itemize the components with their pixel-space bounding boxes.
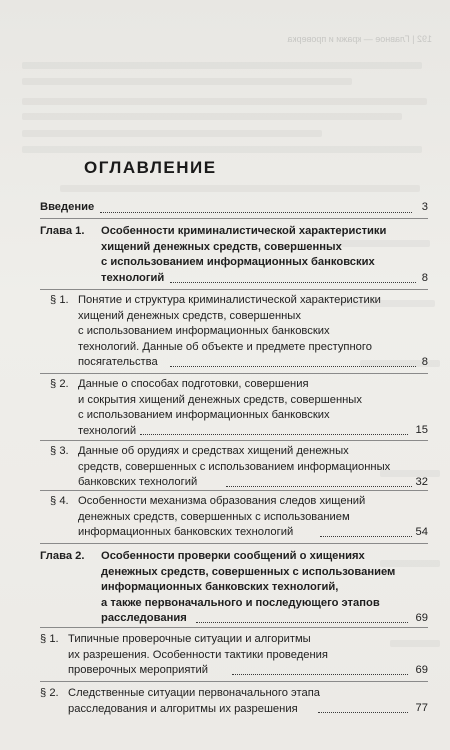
title-line: проверочных мероприятий [68, 664, 209, 676]
separator [40, 289, 428, 290]
title-line: а также первоначального и последующего этапов [101, 596, 380, 609]
page-number: 15 [415, 424, 428, 436]
title-line: с использованием информационных банковских [101, 256, 375, 268]
section-label: § 1. [50, 294, 69, 306]
section-label: § 2. [50, 378, 69, 390]
section-title [68, 632, 428, 679]
title-line: денежных средств, совершенных с использованием [78, 510, 350, 523]
toc-entry-ch1-sec2[interactable] [0, 376, 450, 440]
page-number: 69 [415, 664, 428, 676]
separator [40, 440, 428, 441]
title-line: технологий [101, 271, 165, 284]
title-line: хищений денежных средств, совершенных [78, 309, 301, 322]
section-label: § 2. [40, 687, 59, 699]
dot-leader [100, 211, 412, 213]
page-header-bleed: 192 | Главное — кражи и проверка [287, 34, 432, 44]
separator [40, 218, 428, 219]
title-line: информационных банковских технологий, [101, 581, 339, 593]
toc-entry-intro[interactable] [0, 200, 450, 216]
toc-entry-chapter-1[interactable] [0, 222, 450, 286]
title-line: информационных банковских технологий [78, 526, 294, 538]
title-line: Следственные ситуации первоначального этапа [68, 687, 321, 699]
page-number: 3 [421, 201, 428, 213]
chapter-label: Глава 2. [40, 550, 85, 562]
title-line: банковских технологий [78, 476, 198, 488]
separator [40, 627, 428, 628]
dot-leader [318, 711, 408, 713]
dot-leader [140, 433, 408, 435]
title-line: расследования и алгоритмы их разрешения [68, 702, 298, 715]
section-title [78, 444, 428, 491]
dot-leader [320, 535, 412, 537]
separator [40, 490, 428, 491]
toc-title: ОГЛАВЛЕНИЕ [84, 158, 217, 177]
toc-entry-ch2-sec2[interactable] [0, 685, 450, 719]
chapter-label: Глава 1. [40, 225, 85, 237]
dot-leader [232, 673, 408, 675]
chapter-title [101, 224, 401, 286]
title-line: Понятие и структура криминалистической характеристики [78, 294, 381, 306]
title-line: средств, совершенных с использованием информационных [78, 460, 391, 473]
page-number: 8 [421, 356, 428, 368]
section-label: § 1. [40, 633, 59, 645]
title-line: Особенности механизма образования следов хищений [78, 495, 366, 507]
title-line: денежных средств, совершенных с использованием [101, 565, 396, 578]
title-line: с использованием информационных банковских [78, 409, 330, 421]
entry-title: Введение [40, 201, 95, 213]
separator [40, 543, 428, 544]
toc-entry-chapter-2[interactable] [0, 547, 450, 627]
toc-entry-ch2-sec1[interactable] [0, 631, 450, 679]
section-label: § 3. [50, 445, 69, 457]
title-line: Особенности криминалистической характеристики [101, 225, 387, 237]
section-label: § 4. [50, 495, 69, 507]
title-line: с использованием информационных банковских [78, 325, 330, 337]
title-line: расследования [101, 612, 187, 624]
dot-leader [226, 485, 412, 487]
title-line: Данные об орудиях и средствах хищений денежных [78, 445, 349, 457]
title-line: и сокрытия хищений денежных средств, совершенных [78, 393, 362, 406]
chapter-title [101, 549, 421, 627]
dot-leader [170, 365, 416, 367]
separator [40, 373, 428, 374]
title-line: посягательства [78, 356, 158, 368]
dot-leader [170, 281, 416, 283]
page-number: 32 [415, 476, 428, 488]
section-title [78, 494, 428, 541]
page-number: 8 [421, 272, 428, 284]
title-line: технологий [78, 424, 137, 437]
section-title [78, 377, 428, 439]
title-line: Особенности проверки сообщений о хищениях [101, 550, 365, 562]
section-title [78, 293, 428, 371]
title-line: технологий. Данные об объекте и предмете преступного [78, 340, 372, 353]
title-line: Данные о способах подготовки, совершения [78, 378, 309, 390]
title-line: Типичные проверочные ситуации и алгоритмы [68, 633, 311, 645]
page-number: 69 [415, 612, 428, 624]
separator [40, 681, 428, 682]
page-number: 54 [415, 526, 428, 538]
page-number: 77 [415, 702, 428, 714]
title-line: хищений денежных средств, совершенных [101, 240, 342, 253]
title-line: их разрешения. Особенности тактики проведения [68, 648, 328, 661]
toc-entry-ch1-sec1[interactable] [0, 292, 450, 372]
dot-leader [196, 621, 408, 623]
toc-entry-ch1-sec4[interactable] [0, 493, 450, 541]
toc-entry-ch1-sec3[interactable] [0, 443, 450, 491]
